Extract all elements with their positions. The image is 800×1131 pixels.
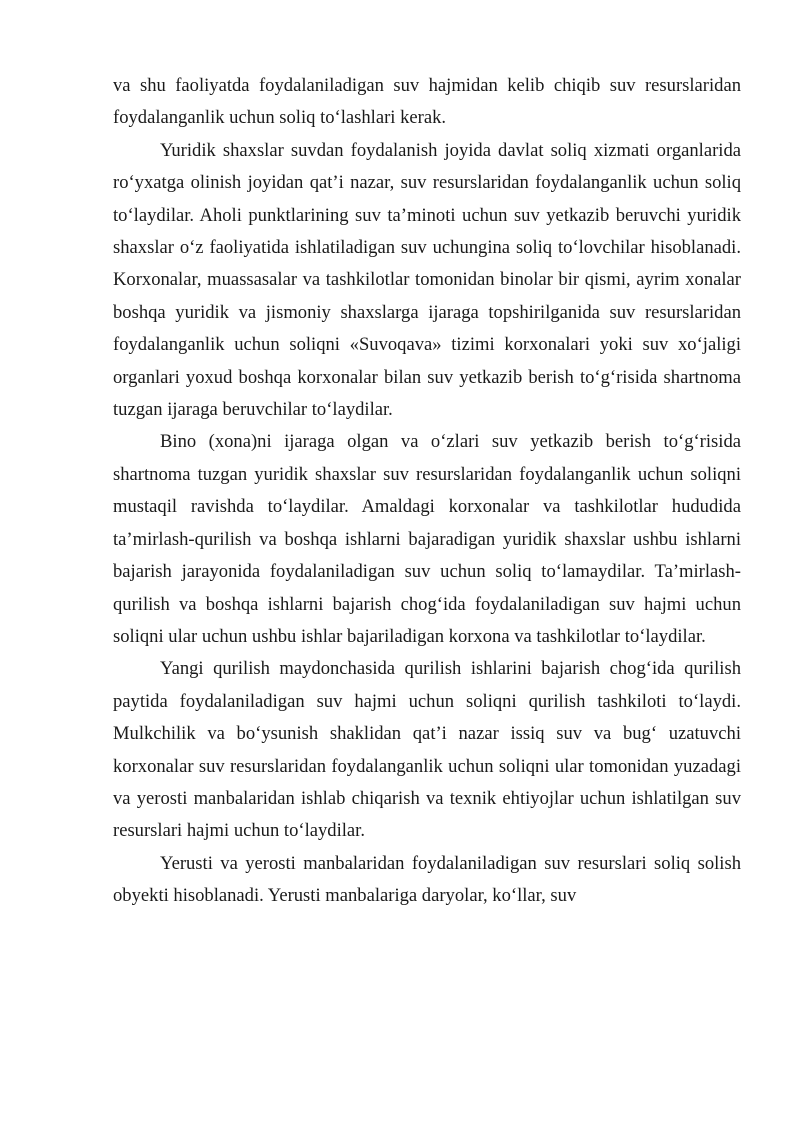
paragraph-4: Yangi qurilish maydonchasida qurilish ishlarini bajarish chog‘ida qurilish paytida foydalaniladigan suv hajmi uchun soliqni qurilish tashkiloti to‘laydi. Mulkchilik va bo‘ysunish shaklidan qat’i nazar issiq suv va bug‘ uzatuvchi korxonalar suv resurslaridan foydalanganlik uchun soliqni ular tomonidan yuzadagi va yerosti manbalaridan ishlab chiqarish va texnik ehtiyojlar uchun ishlatilgan suv resurslari hajmi uchun to‘laydilar. — [113, 658, 741, 842]
document-page — [113, 70, 741, 913]
paragraph-3: Bino (xona)ni ijaraga olgan va o‘zlari suv yetkazib berish to‘g‘risida shartnoma tuzgan yuridik shaxslar suv resurslaridan foydalanganlik uchun soliqni mustaqil ravishda to‘laydilar. Amaldagi korxonalar va tashkilotlar hududida ta’mirlash-qurilish va boshqa ishlarni bajaradigan yuridik shaxslar ushbu ishlarni bajarish jarayonida foydalaniladigan suv uchun soliq to‘lamaydilar. Ta’mirlash-qurilish va boshqa ishlarni bajarish chog‘ida foydalaniladigan suv hajmi uchun soliqni ular uchun ushbu ishlar bajariladigan korxona va tashkilotlar to‘laydilar. — [113, 431, 741, 647]
paragraph-2: Yuridik shaxslar suvdan foydalanish joyida davlat soliq xizmati organlarida ro‘yxatga olinish joyidan qat’i nazar, suv resurslaridan foydalanganlik uchun soliq to‘laydilar. Aholi punktlarining suv ta’minoti uchun suv yetkazib beruvchi yuridik shaxslar o‘z faoliyatida ishlatiladigan suv uchungina soliq to‘lovchilar hisoblanadi. Korxonalar, muassasalar va tashkilotlar tomonidan binolar bir qismi, ayrim xonalar boshqa yuridik va jismoniy shaxslarga ijaraga topshirilganida suv resurslaridan foydalanganlik uchun soliqni «Suvoqava» tizimi korxonalari yoki suv xo‘jaligi organlari yoxud boshqa korxonalar bilan suv yetkazib berish to‘g‘risida shartnoma tuzgan ijaraga beruvchilar to‘laydilar. — [113, 139, 741, 421]
paragraph-5: Yerusti va yerosti manbalaridan foydalaniladigan suv resurslari soliq solish obyekti hisoblanadi. Yerusti manbalariga daryolar, ko‘llar, suv — [113, 852, 741, 907]
paragraph-1: va shu faoliyatda foydalaniladigan suv hajmidan kelib chiqib suv resurslaridan foydalanganlik uchun soliq to‘lashlari kerak. — [113, 75, 741, 129]
